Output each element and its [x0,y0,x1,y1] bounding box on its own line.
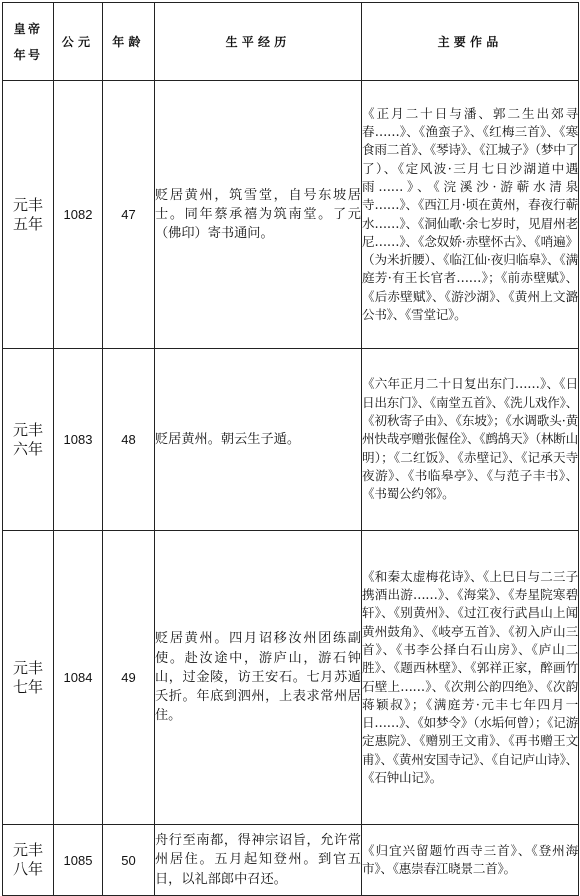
year-cell: 1082 [54,81,103,349]
table-row [3,531,579,825]
reign-line1: 元丰 [12,195,43,214]
bio-cell: 贬居黄州。朝云生子遁。 [155,349,362,531]
header-reign [3,3,54,81]
chronology-table [2,2,579,896]
header-bio: 生平经历 [155,3,362,81]
header-reign-line1: 皇帝 [13,21,43,36]
age-cell: 49 [103,531,155,825]
reign-cell [3,349,54,531]
bio-cell: 舟行至南都，得神宗诏旨，允许常州居住。五月起知登州。到官五日，以礼部郎中召还。 [155,825,362,896]
reign-line2: 五年 [12,214,43,233]
header-age: 年龄 [103,3,155,81]
bio-cell: 贬居黄州，筑雪堂，自号东坡居士。同年蔡承禧为筑南堂。了元（佛印）寄书通问。 [155,81,362,349]
year-cell: 1085 [54,825,103,896]
reign-cell [3,81,54,349]
year-cell: 1084 [54,531,103,825]
table-row [3,825,579,896]
age-cell: 50 [103,825,155,896]
table-row [3,349,579,531]
bio-cell: 贬居黄州。四月诏移汝州团练副使。赴汝途中，游庐山，游石钟山，过金陵，访王安石。七月苏遁夭折。年底到泗州，上表求常州居住。 [155,531,362,825]
table-row [3,81,579,349]
reign-line2: 六年 [12,439,43,458]
works-cell: 《归宜兴留题竹西寺三首》、《登州海市》、《惠崇春江晓景二首》。 [362,825,579,896]
reign-cell [3,825,54,896]
age-cell: 47 [103,81,155,349]
reign-line1: 元丰 [12,841,43,859]
header-row [3,3,579,81]
age-cell: 48 [103,349,155,531]
reign-line1: 元丰 [12,658,43,677]
header-works: 主要作品 [362,3,579,81]
works-cell: 《和秦太虚梅花诗》、《上巳日与二三子携酒出游……》、《海棠》、《寿星院寒碧轩》、《别黄州》、《过江夜行武昌山上闻黄州鼓角》、《岐亭五首》、《初入庐山三首》、《书李公择白石山房》、《庐山二胜》、《题西林壁》、《郭祥正家，醉画竹石壁上……》、《次荆公韵四绝》、《次韵蒋颖叔》；《满庭芳·元丰七年四月一日……》、《如梦令》（水垢何曾）；《记游定惠院》、《赠别王文甫》、《再书赠王文甫》、《黄州安国寺记》、《自记庐山诗》、《石钟山记》。 [362,531,579,825]
reign-line1: 元丰 [12,420,43,439]
works-cell: 《六年正月二十日复出东门……》、《日日出东门》、《南堂五首》、《洗儿戏作》、《初秋寄子由》、《东坡》；《水调歌头·黄州快哉亭赠张偓佺》、《鹧鸪天》（林断山明）；《二红饭》、《赤壁记》、《记承天寺夜游》、《书临皋亭》、《与范子丰书》、《书蜀公约邻》。 [362,349,579,531]
header-year: 公元 [54,3,103,81]
header-reign-line2: 年号 [13,47,43,62]
year-cell: 1083 [54,349,103,531]
reign-cell [3,531,54,825]
reign-line2: 八年 [12,860,43,878]
works-cell: 《正月二十日与潘、郭二生出郊寻春……》、《渔蛮子》、《红梅三首》、《寒食雨二首》、《琴诗》、《江城子》（梦中了了）、《定风波·三月七日沙湖道中遇雨……》、《浣溪沙·游蕲水清泉寺……》、《西江月·顷在黄州，春夜行蕲水……》、《洞仙歌·余七岁时，见眉州老尼……》、《念奴娇·赤壁怀古》、《哨遍》（为米折腰）、《临江仙·夜归临皋》、《满庭芳·有王长官者……》；《前赤壁赋》、《后赤壁赋》、《游沙湖》、《黄州上文潞公书》、《雪堂记》。 [362,81,579,349]
reign-line2: 七年 [12,677,43,696]
